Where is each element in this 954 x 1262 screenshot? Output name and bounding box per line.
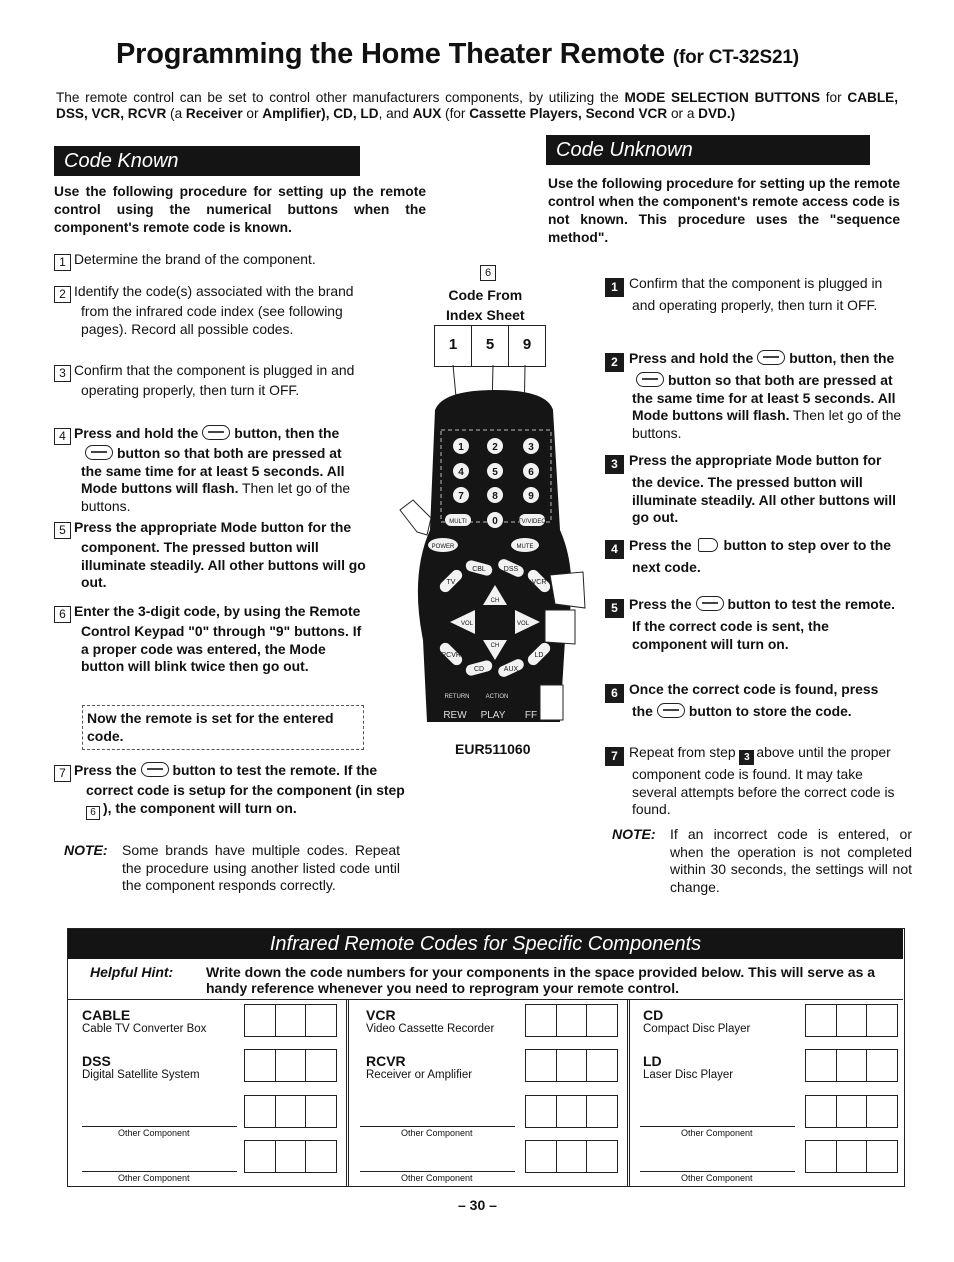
dss-code-box[interactable] <box>244 1049 337 1082</box>
action-button-icon <box>757 350 785 365</box>
title-model: (for CT-32S21) <box>672 47 799 68</box>
svg-text:REW: REW <box>443 710 467 721</box>
other-component-label: Other Component <box>118 1173 190 1183</box>
keypad-key: 2 <box>492 442 498 453</box>
code-known-heading: Code Known <box>54 146 360 176</box>
power-button-icon <box>636 372 664 387</box>
figure-label: Code From Index Sheet <box>446 287 525 323</box>
code-digit-3: 9 <box>522 336 532 353</box>
known-step-3: 3 Confirm that the component is plugged in and operating properly, then turn it OFF. <box>54 362 366 400</box>
cable-code-box[interactable] <box>244 1004 337 1037</box>
action-button-icon <box>202 425 230 440</box>
rcvr-code-box[interactable] <box>525 1049 618 1082</box>
svg-text:DSS: DSS <box>503 566 519 573</box>
known-step-7: 7 Press the button to test the remote. If the correct code is setup for the component (in step 6 ), the component will turn on. <box>54 762 408 820</box>
keypad-key: 9 <box>528 491 534 502</box>
power-button-icon <box>85 445 113 460</box>
svg-text:LD: LD <box>534 652 544 659</box>
known-step-5: 5 Press the appropriate Mode button for the component. The pressed button will illuminate steadily. All other buttons will go out. <box>54 519 366 592</box>
svg-text:CH: CH <box>490 598 500 604</box>
volume-up-icon <box>698 538 718 552</box>
action-button-icon <box>657 703 685 718</box>
keypad-key: 8 <box>492 491 498 502</box>
other-component-label: Other Component <box>681 1128 753 1138</box>
keypad-key: 3 <box>528 442 534 453</box>
svg-text:CBL: CBL <box>472 566 486 573</box>
keypad-key: 7 <box>458 491 464 502</box>
svg-text:CH: CH <box>490 643 500 649</box>
svg-text:TV: TV <box>446 579 456 586</box>
svg-text:ACTION: ACTION <box>485 694 509 700</box>
ld-entry: LD Laser Disc Player <box>643 1053 734 1081</box>
ld-code-box[interactable] <box>805 1049 898 1082</box>
keypad-key: 0 <box>492 516 498 527</box>
svg-text:TV/VIDEO: TV/VIDEO <box>517 519 547 525</box>
unknown-step-3: 3 Press the appropriate Mode button for the device. The pressed button will illuminate steadily. All other buttons will go out. <box>605 452 903 527</box>
svg-text:VOL: VOL <box>516 621 530 627</box>
power-button-icon <box>696 596 724 611</box>
page-title <box>116 38 799 71</box>
cd-code-box[interactable] <box>805 1004 898 1037</box>
unknown-step-5: 5 Press the button to test the remote. If the correct code is sent, the component will turn on. <box>605 596 903 653</box>
keypad-key: 1 <box>458 442 464 453</box>
page-number: – 30 – <box>458 1197 497 1213</box>
codes-table <box>67 928 905 1187</box>
svg-text:RCVR: RCVR <box>441 652 461 659</box>
svg-text:VOL: VOL <box>460 621 474 627</box>
code-unknown-lead: Use the following procedure for setting up the remote control when the component's remote access code is not known. This procedure uses the "sequence method". <box>548 176 900 245</box>
known-step-2: 2 Identify the code(s) associated with the brand from the infrared code index (see following pages). Record all possible codes. <box>54 283 366 338</box>
other-component-label: Other Component <box>118 1128 190 1138</box>
code-digit-2: 5 <box>472 326 509 366</box>
other-component-label: Other Component <box>401 1173 473 1183</box>
svg-text:AUX: AUX <box>503 666 519 673</box>
other-code-box[interactable] <box>244 1095 337 1128</box>
svg-text:PLAY: PLAY <box>480 710 506 721</box>
known-step-4: 4 Press and hold the button, then thebutton so that both are pressed at the same time for at least 5 seconds. All Mode buttons will flash. Then let go of the buttons. <box>54 425 366 515</box>
keypad-key: 6 <box>528 467 534 478</box>
unknown-note: NOTE: If an incorrect code is entered, or when the operation is not completed within 30 seconds, the settings will not change. <box>612 826 912 895</box>
remote-model-number: EUR511060 <box>455 741 531 757</box>
keypad-key: 4 <box>458 467 464 478</box>
svg-text:CD: CD <box>473 666 485 673</box>
other-code-box[interactable] <box>525 1140 618 1173</box>
svg-text:VCR: VCR <box>531 579 547 586</box>
svg-text:MUTE: MUTE <box>516 544 534 550</box>
vcr-entry: VCR Video Cassette Recorder <box>366 1007 495 1035</box>
remote-illustration <box>395 360 595 722</box>
known-box-note: Now the remote is set for the entered code. <box>82 705 364 750</box>
svg-text:POWER: POWER <box>431 544 455 550</box>
known-note: NOTE: Some brands have multiple codes. Repeat the procedure using another listed code until the component responds correctly. <box>64 842 400 894</box>
code-known-lead: Use the following procedure for setting up the remote control using the numerical buttons when the component's remote code is known. <box>54 184 426 235</box>
other-code-box[interactable] <box>525 1095 618 1128</box>
other-code-box[interactable] <box>805 1140 898 1173</box>
cable-entry: CABLE Cable TV Converter Box <box>82 1007 207 1035</box>
helpful-hint: Helpful Hint: Write down the code numbers for your components in the space provided below. This will serve as a handy reference whenever you need to reprogram your remote control. <box>90 964 876 996</box>
vcr-code-box[interactable] <box>525 1004 618 1037</box>
other-component-label: Other Component <box>681 1173 753 1183</box>
code-digit-1: 1 <box>435 326 472 366</box>
code-unknown-heading: Code Unknown <box>546 135 870 165</box>
unknown-step-6: 6 Once the correct code is found, press the button to store the code. <box>605 681 895 721</box>
known-step-6: 6 Enter the 3-digit code, by using the Remote Control Keypad "0" through "9" buttons. If a proper code was entered, the Mode button will blink twice then go out. <box>54 603 366 676</box>
cd-entry: CD Compact Disc Player <box>643 1007 751 1035</box>
unknown-step-7: 7 Repeat from step 3 above until the proper component code is found. It may take several attempts before the correct code is found. <box>605 744 895 819</box>
keypad-key: 5 <box>492 467 498 478</box>
codes-table-heading: Infrared Remote Codes for Specific Components <box>68 929 903 959</box>
unknown-step-4: 4 Press the button to step over to the next code. <box>605 537 903 577</box>
other-code-box[interactable] <box>244 1140 337 1173</box>
svg-text:MULTI: MULTI <box>449 519 467 525</box>
rcvr-entry: RCVR Receiver or Amplifier <box>366 1053 473 1081</box>
other-component-label: Other Component <box>401 1128 473 1138</box>
known-step-1: 1 Determine the brand of the component. <box>54 251 414 271</box>
dss-entry: DSS Digital Satellite System <box>82 1053 200 1081</box>
figure-step-badge: 6 <box>480 265 496 281</box>
power-button-icon <box>141 762 169 777</box>
svg-text:RETURN: RETURN <box>444 694 470 700</box>
svg-text:FF: FF <box>524 710 538 721</box>
title-main: Programming the Home Theater Remote <box>116 38 665 70</box>
unknown-step-2: 2 Press and hold the button, then thebutton so that both are pressed at the same time for at least 5 seconds. All Mode buttons will flash. Then let go of the buttons. <box>605 350 903 442</box>
other-code-box[interactable] <box>805 1095 898 1128</box>
intro-paragraph: The remote control can be set to control other manufacturers components, by utilizing the MODE SELECTION BUTTONS for CABLE, DSS, VCR, RCVR (a Receiver or Amplifier), CD, LD, and AUX (for Cassette Players, Second VCR or a DVD.) <box>56 90 898 121</box>
unknown-step-1: 1 Confirm that the component is plugged in and operating properly, then turn it OFF. <box>605 275 903 315</box>
